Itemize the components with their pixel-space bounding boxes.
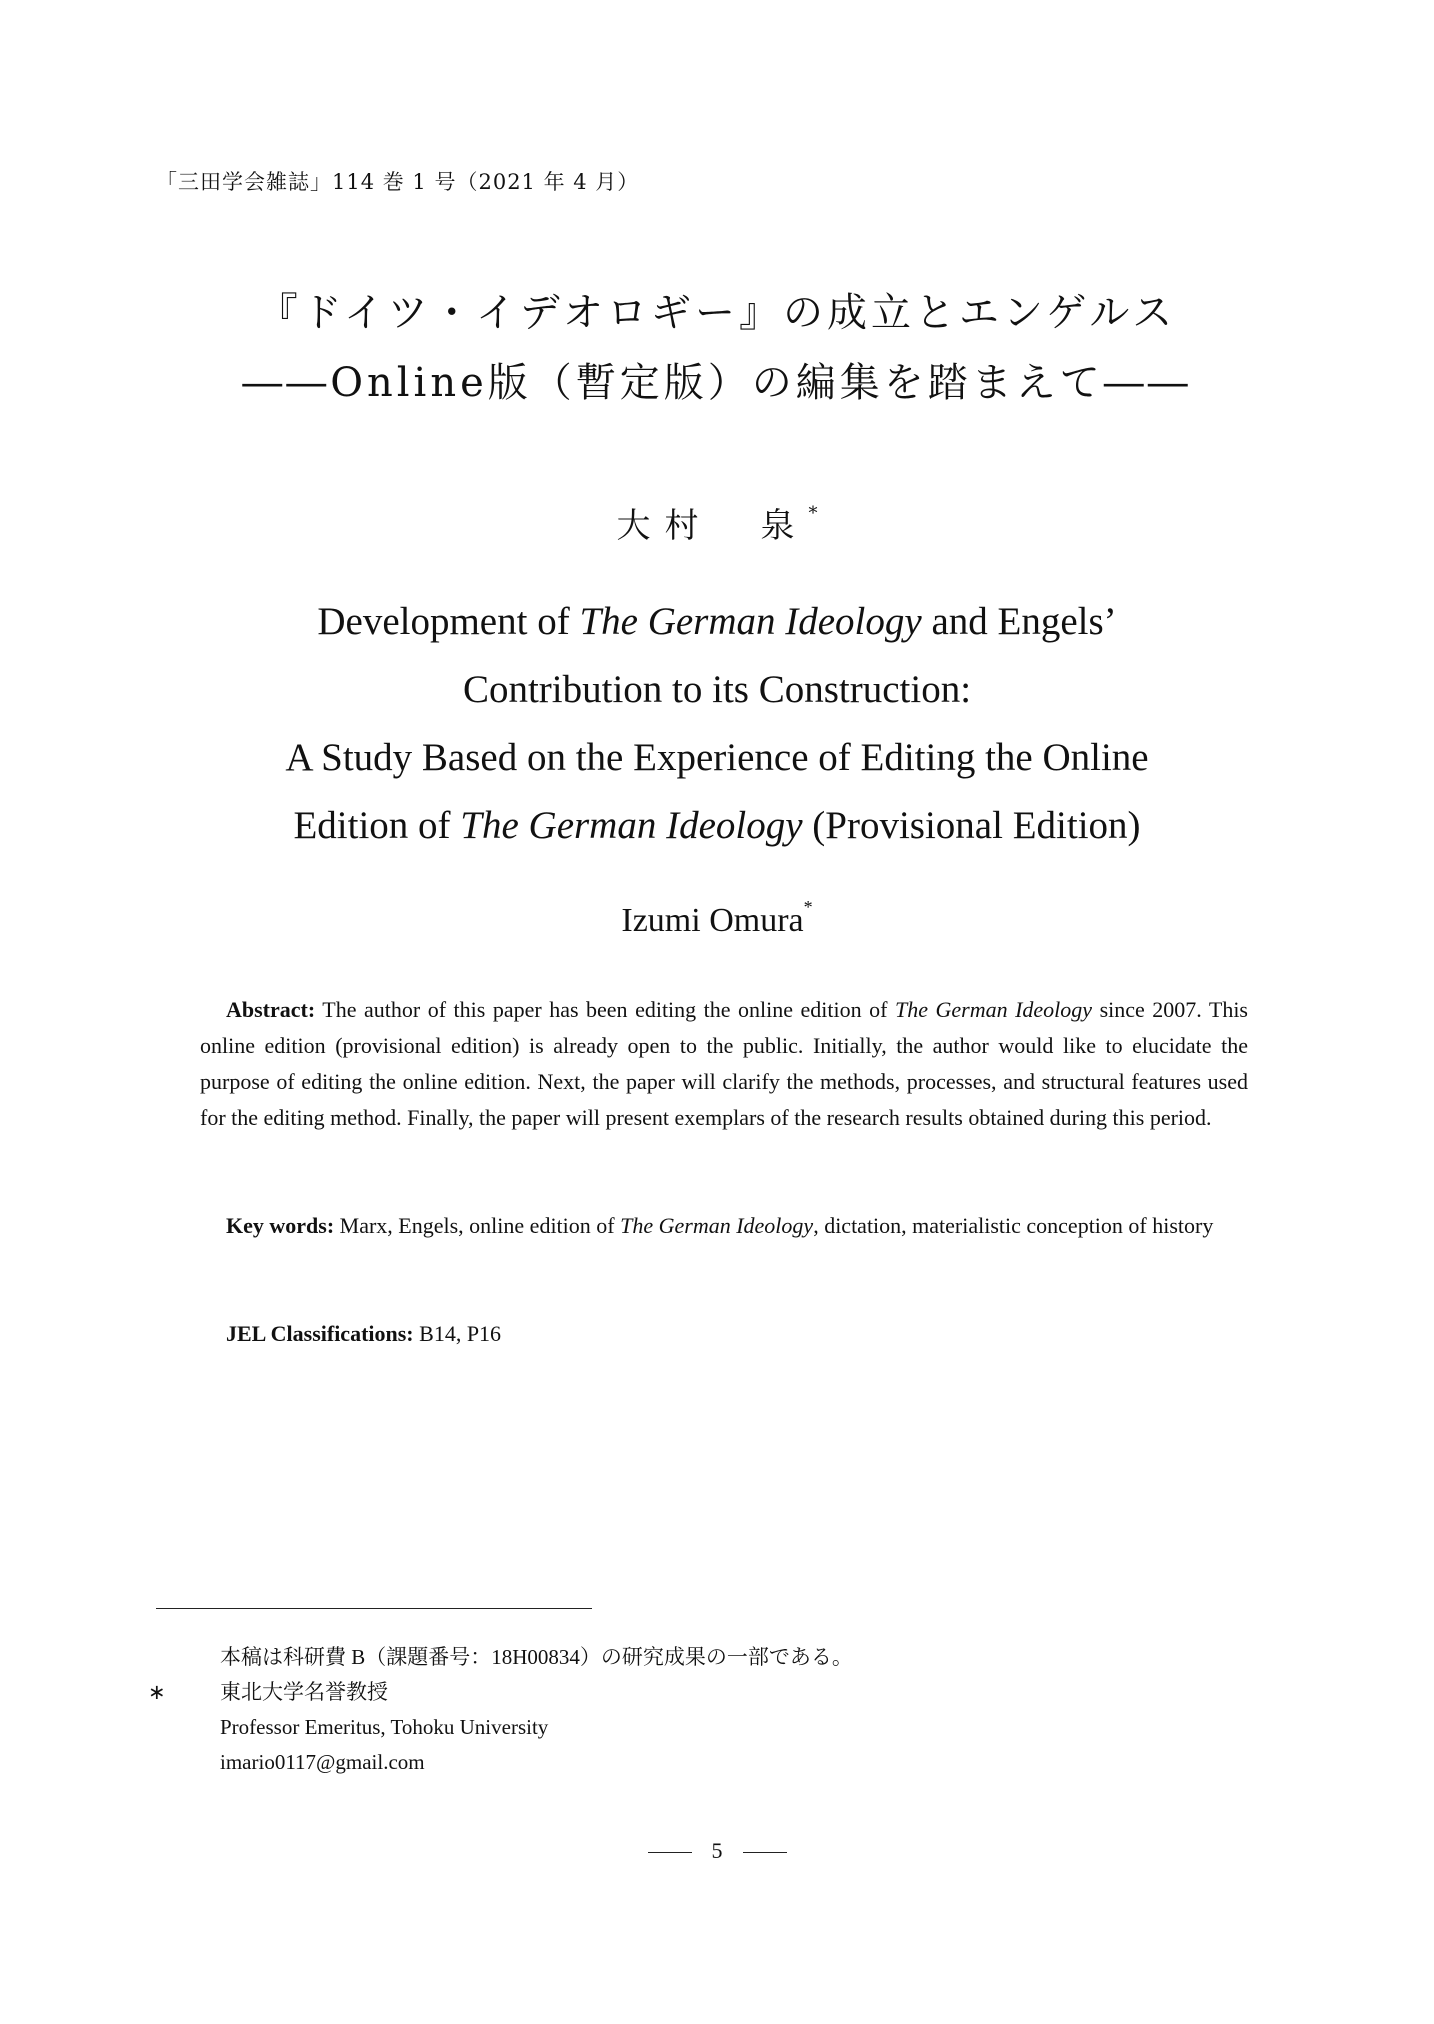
keywords-text: Marx, Engels, online edition of xyxy=(334,1213,621,1238)
author-footnote-mark: * xyxy=(803,896,813,917)
page-number-dash xyxy=(743,1852,787,1853)
funding-note-text: 本稿は科研費 B（課題番号：18H00834）の研究成果の一部である。 xyxy=(220,1645,853,1669)
title-text: Development of xyxy=(317,600,580,643)
jel-classifications xyxy=(226,1316,501,1352)
english-title xyxy=(150,588,1284,860)
affiliation-japanese: 東北大学名誉教授 xyxy=(220,1680,388,1704)
funding-note xyxy=(184,1640,853,1675)
keywords-text: , dictation, materialistic conception of history xyxy=(813,1213,1214,1238)
footnote-rule xyxy=(156,1608,592,1609)
english-author xyxy=(0,896,1434,940)
affiliation-note xyxy=(148,1675,853,1710)
page-number-dash xyxy=(648,1852,692,1853)
affiliation-english: Professor Emeritus, Tohoku University xyxy=(220,1715,549,1739)
japanese-author xyxy=(0,498,1434,547)
page-number-value: 5 xyxy=(711,1838,723,1863)
japanese-subtitle: ――Online版（暫定版）の編集を踏まえて―― xyxy=(242,360,1192,406)
footnotes xyxy=(148,1640,853,1780)
jel-label: JEL Classifications: xyxy=(226,1321,414,1346)
footnote-mark: ∗ xyxy=(148,1680,166,1704)
author-footnote-mark: * xyxy=(808,502,818,524)
english-author-name: Izumi Omura xyxy=(621,902,804,939)
title-text: Edition of xyxy=(293,804,461,847)
english-title-line-4 xyxy=(150,792,1284,860)
page-number xyxy=(0,1838,1434,1864)
japanese-title xyxy=(0,278,1434,418)
author-email: imario0117@gmail.com xyxy=(220,1750,425,1774)
abstract-text: since 2007. This online edition (provisional edition) is already open to the public. Initially, the author would like to elucidate the purpose of editing the online edition. Next, the paper will clarify the methods, processes, and structural features used for the editing method. Finally, the paper will present exemplars of the research results obtained during this period. xyxy=(200,997,1248,1130)
jel-value: B14, P16 xyxy=(413,1321,502,1346)
title-italic: The German Ideology xyxy=(579,600,922,643)
japanese-author-name: 大村 泉 xyxy=(616,506,809,546)
japanese-title-line-1: 『ドイツ・イデオロギー』の成立とエンゲルス xyxy=(257,290,1177,336)
english-title-line-1 xyxy=(150,588,1284,656)
keywords xyxy=(200,1208,1248,1244)
running-head: 「三田学会雑誌」114 巻 1 号（2021 年 4 月） xyxy=(156,170,640,194)
abstract xyxy=(200,992,1248,1136)
abstract-label: Abstract: xyxy=(226,997,316,1022)
abstract-italic: The German Ideology xyxy=(894,997,1093,1022)
keywords-label: Key words: xyxy=(226,1213,335,1238)
title-text: and Engels’ xyxy=(921,600,1117,643)
english-title-line-3: A Study Based on the Experience of Editing the Online xyxy=(285,736,1149,779)
title-text: (Provisional Edition) xyxy=(802,804,1141,847)
english-title-line-2: Contribution to its Construction: xyxy=(462,668,972,711)
abstract-text: The author of this paper has been editing the online edition of xyxy=(315,997,895,1022)
title-italic: The German Ideology xyxy=(460,804,803,847)
keywords-italic: The German Ideology xyxy=(620,1213,814,1238)
